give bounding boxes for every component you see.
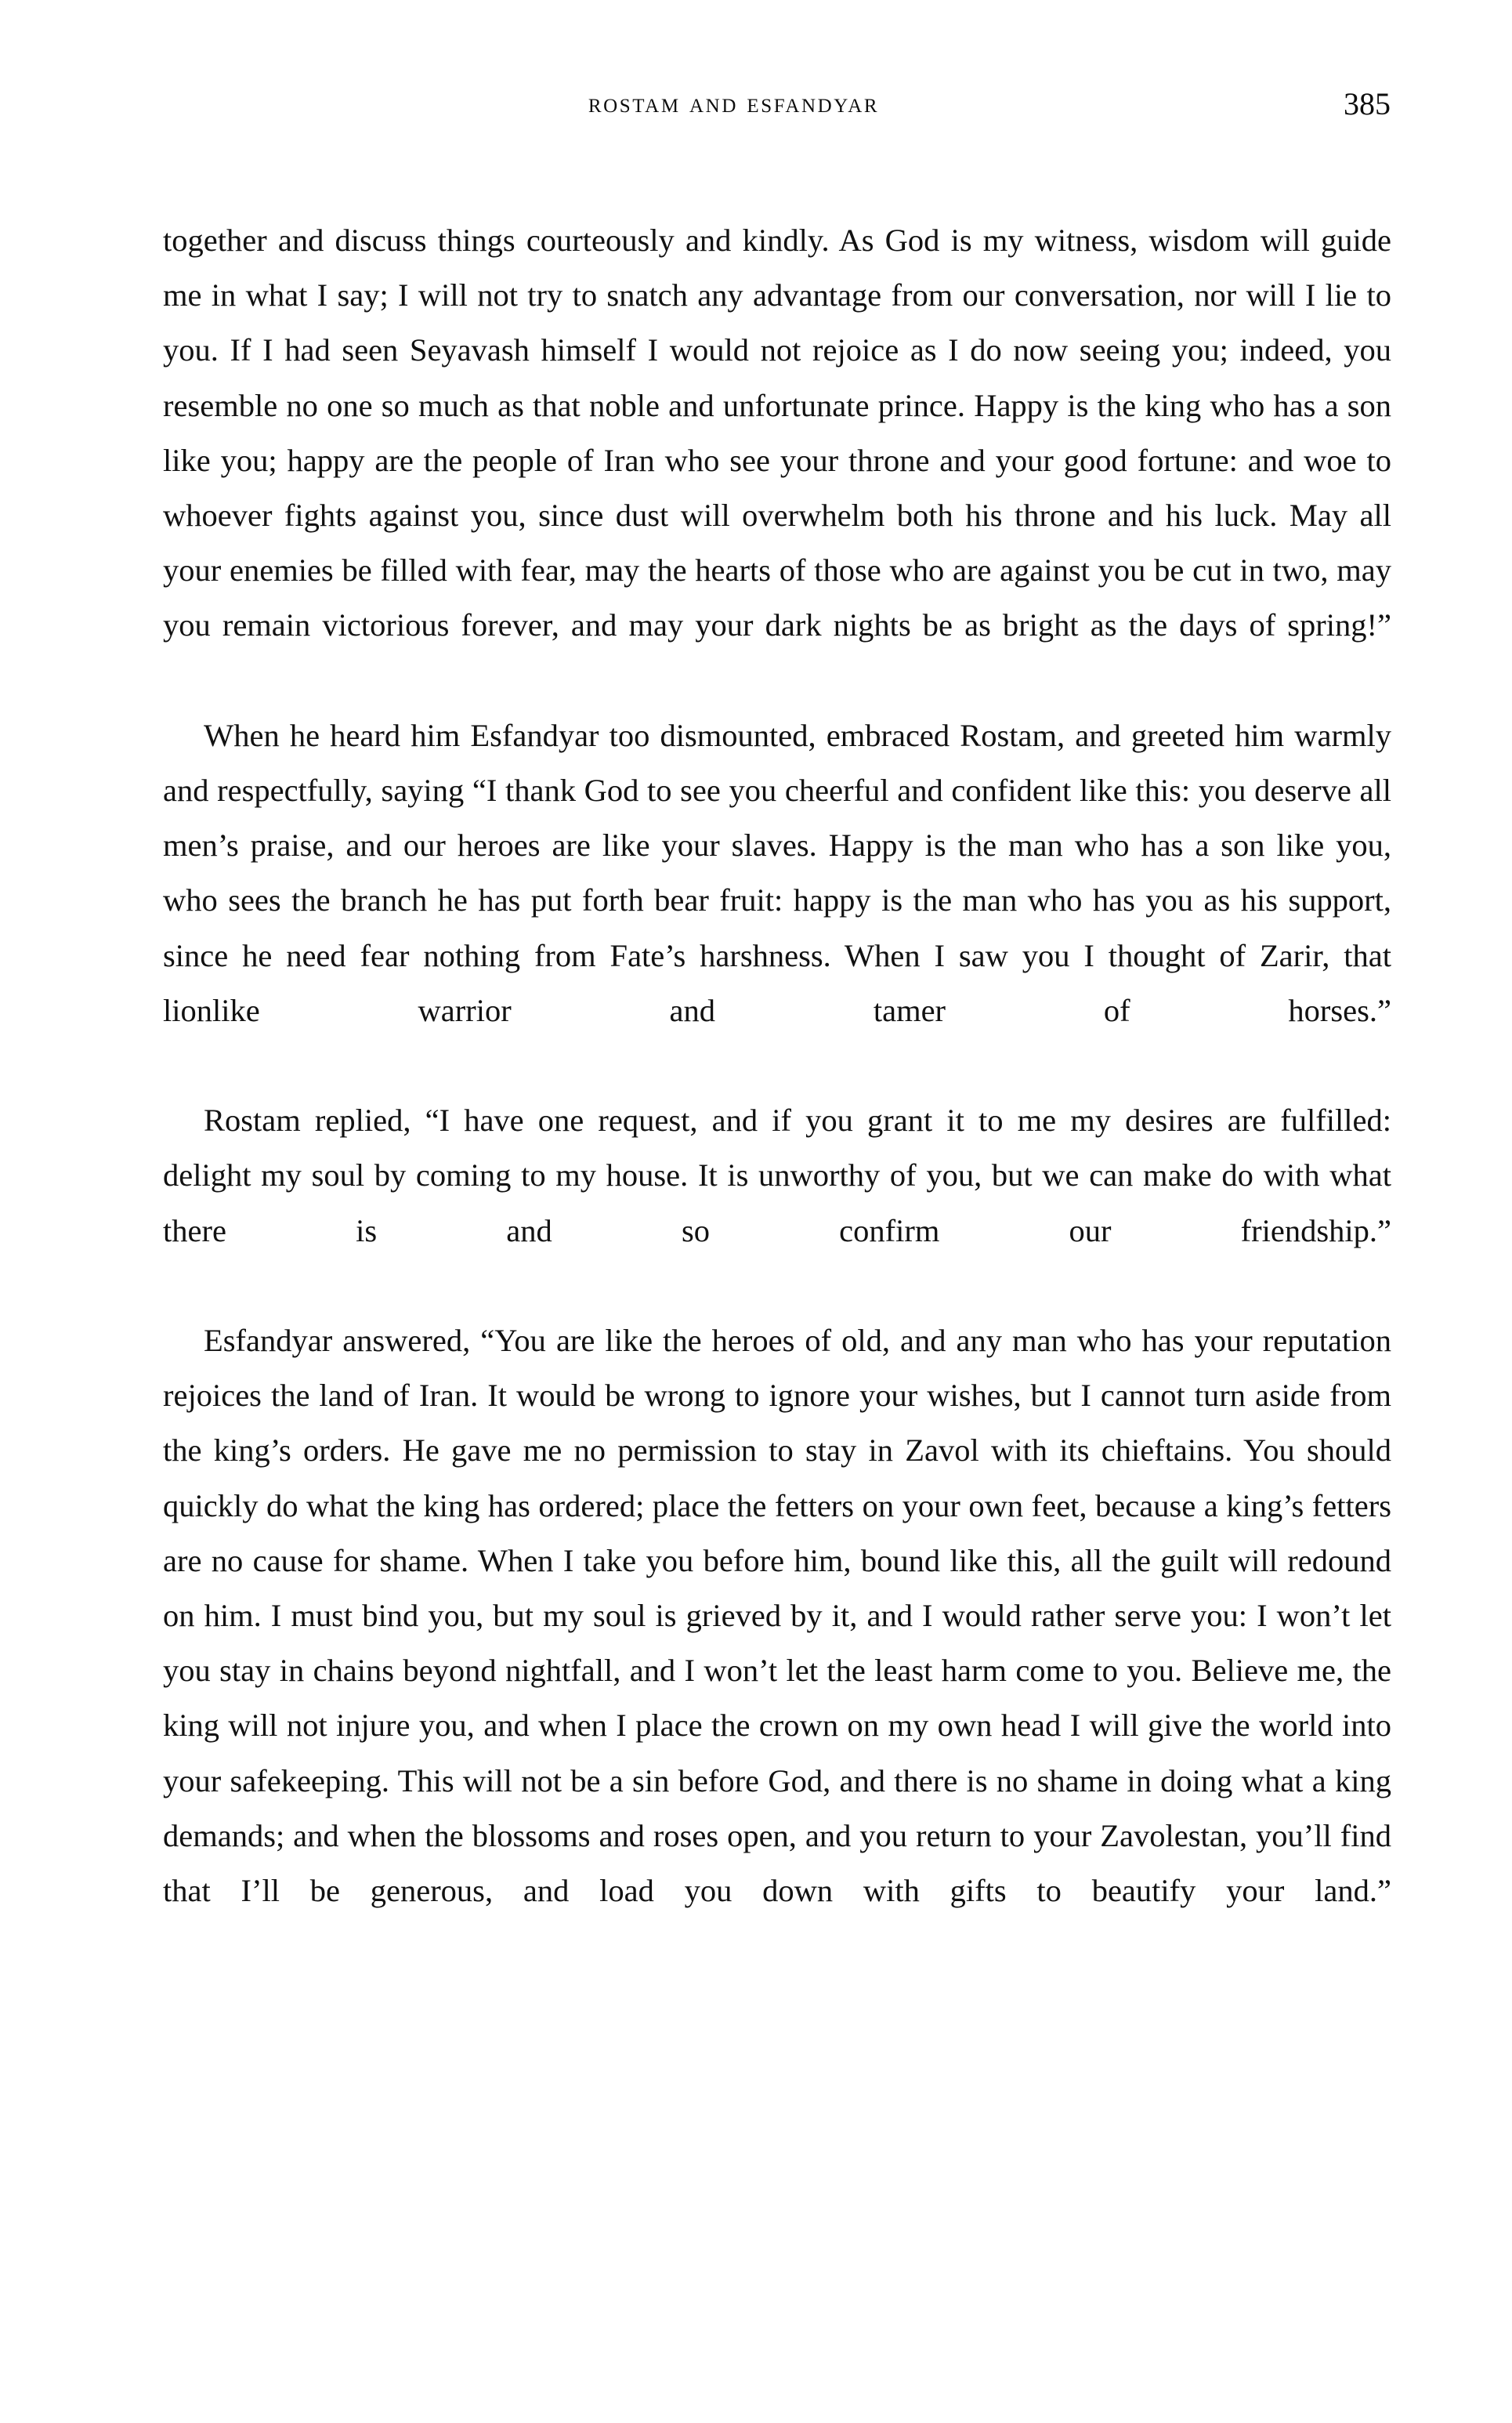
paragraph: Rostam replied, “I have one request, and if you grant it to me my desires are fulfilled: delight my soul by coming to my house. It is unworthy of you, but we can make do with what there is and so confirm our friendship.” (163, 1103, 1391, 1248)
running-header (163, 85, 1391, 135)
page-number: 385 (1344, 86, 1391, 121)
paragraph: When he heard him Esfandyar too dismounted, embraced Rostam, and greeted him warmly and respectfully, saying “I thank God to see you cheerful and confident like this: you deserve all men’s praise, and our heroes are like your slaves. Happy is the man who has a son like you, who sees the branch he has put forth bear fruit: happy is the man who has you as his support, since he need fear nothing from Fate’s harshness. When I saw you I thought of Zarir, that lionlike warrior and tamer of horses.” (163, 717, 1391, 1028)
body-text-column (163, 213, 1391, 1974)
paragraph: together and discuss things courteously and kindly. As God is my witness, wisdom will guide me in what I say; I will not try to snatch any advantage from our conversation, nor will I lie to you. If I had seen Seyavash himself I would not rejoice as I do now seeing you; indeed, you resemble no one so much as that noble and unfortunate prince. Happy is the king who has a son like you; happy are the people of Iran who see your throne and your good fortune: and woe to whoever fights against you, since dust will overwhelm both his throne and his luck. May all your enemies be filled with fear, may the hearts of those who are against you be cut in two, may you remain victorious forever, and may your dark nights be as bright as the days of spring!” (163, 223, 1391, 643)
running-head-title: rostam and esfandyar (588, 88, 880, 118)
paragraph: Esfandyar answered, “You are like the heroes of old, and any man who has your reputation rejoices the land of Iran. It would be wrong to ignore your wishes, but I cannot turn aside from the king’s orders. He gave me no permission to stay in Zavol with its chieftains. You should quickly do what the king has ordered; place the fetters on your own feet, because a king’s fetters are no cause for shame. When I take you before him, bound like this, all the guilt will redound on him. I must bind you, but my soul is grieved by it, and I would rather serve you: I won’t let you stay in chains beyond nightfall, and I won’t let the least harm come to you. Believe me, the king will not injure you, and when I place the crown on my own head I will give the world into your safekeeping. This will not be a sin before God, and there is no shame in doing what a king demands; and when the blossoms and roses open, and you return to your Zavolestan, you’ll find that I’ll be generous, and load you down with gifts to beautify your land.” (163, 1323, 1391, 1909)
